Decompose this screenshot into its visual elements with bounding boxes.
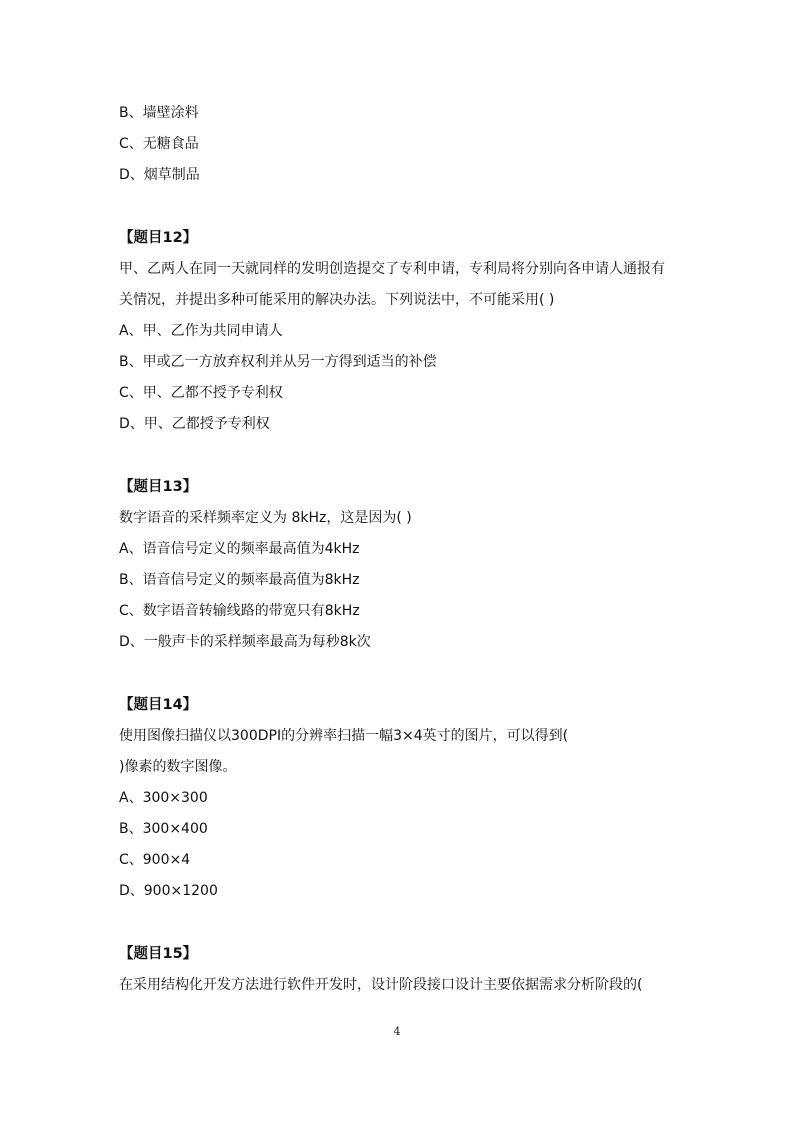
question-12-text-line-2: 关情况，并提出多种可能采用的解决办法。下列说法中，不可能采用( ) [119, 292, 555, 308]
question-15-heading: 【题目15】 [119, 946, 198, 962]
option-c: C、无糖食品 [119, 136, 199, 152]
question-14-option-a: A、300×300 [119, 790, 208, 806]
question-14-option-b: B、300×400 [119, 821, 208, 837]
question-13-text: 数字语音的采样频率定义为 8kHz，这是因为( ) [119, 510, 412, 526]
question-12-heading: 【题目12】 [119, 230, 198, 246]
page-number: 4 [393, 1025, 401, 1038]
question-12-option-b: B、甲或乙一方放弃权利并从另一方得到适当的补偿 [119, 354, 437, 370]
question-13-option-b: B、语音信号定义的频率最高值为8kHz [119, 572, 360, 588]
question-13-option-d: D、一般声卡的采样频率最高为每秒8k次 [119, 634, 371, 650]
option-d: D、烟草制品 [119, 167, 200, 183]
question-14-heading: 【题目14】 [119, 697, 198, 713]
question-13-option-c: C、数字语音转输线路的带宽只有8kHz [119, 603, 360, 619]
question-14-option-d: D、900×1200 [119, 883, 218, 899]
question-14-text-line-1: 使用图像扫描仪以300DPI的分辨率扫描一幅3×4英寸的图片，可以得到( [119, 728, 569, 744]
question-12-text-line-1: 甲、乙两人在同一天就同样的发明创造提交了专利申请，专利局将分别向各申请人通报有 [119, 261, 665, 277]
question-12-option-c: C、甲、乙都不授予专利权 [119, 385, 283, 401]
question-15-text: 在采用结构化开发方法进行软件开发时，设计阶段接口设计主要依据需求分析阶段的( [119, 977, 643, 993]
question-14-text-line-2: )像素的数字图像。 [119, 759, 237, 775]
question-12-option-d: D、甲、乙都授予专利权 [119, 416, 270, 432]
question-13-heading: 【题目13】 [119, 479, 198, 495]
question-13-option-a: A、语音信号定义的频率最高值为4kHz [119, 541, 360, 557]
question-14-option-c: C、900×4 [119, 852, 191, 868]
question-12-option-a: A、甲、乙作为共同申请人 [119, 323, 283, 339]
option-b: B、墙壁涂料 [119, 105, 199, 121]
